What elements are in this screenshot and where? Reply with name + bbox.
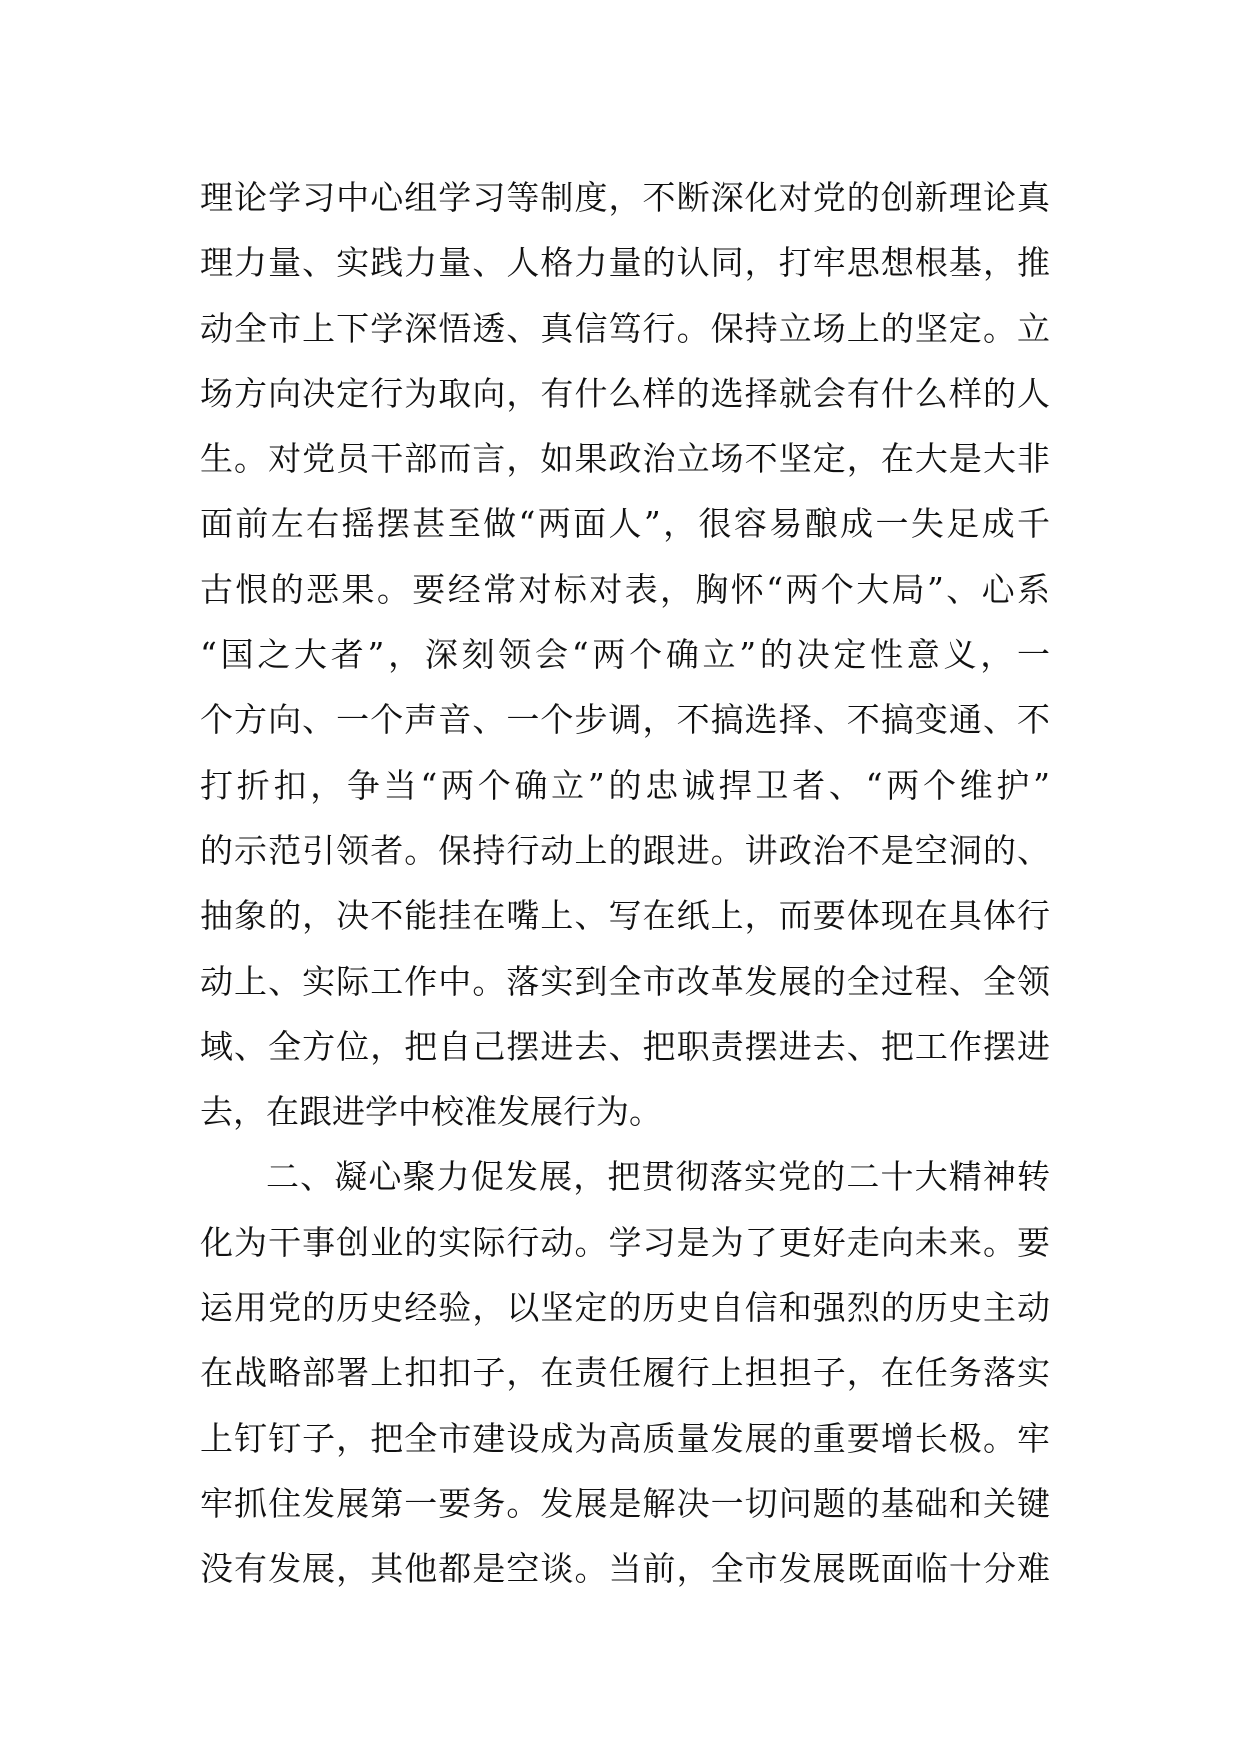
text-line: 二、凝心聚力促发展，把贯彻落实党的二十大精神转 [266,1157,1050,1197]
text-line: 域、全方位，把自己摆进去、把职责摆进去、把工作摆进 [200,1026,1050,1066]
text-line: 理论学习中心组学习等制度，不断深化对党的创新理论真 [200,178,1050,217]
text-line: 上钉钉子，把全市建设成为高质量发展的重要增长极。牢 [200,1418,1050,1458]
text-line: 动全市上下学深悟透、真信笃行。保持立场上的坚定。立 [200,308,1050,348]
text-line: 动上、实际工作中。落实到全市改革发展的全过程、全领 [200,961,1050,1001]
text-line: 个方向、一个声音、一个步调，不搞选择、不搞变通、不 [200,700,1050,740]
text-line: 牢抓住发展第一要务。发展是解决一切问题的基础和关键 [200,1483,1050,1523]
text-line: 面前左右摇摆甚至做“两面人”，很容易酿成一失足成千 [200,504,1050,544]
document-body [200,165,1050,1602]
text-line: 理力量、实践力量、人格力量的认同，打牢思想根基，推 [200,243,1050,283]
text-line: 打折扣，争当“两个确立”的忠诚捍卫者、“两个维护” [200,765,1050,805]
text-line: 运用党的历史经验，以坚定的历史自信和强烈的历史主动 [200,1288,1050,1328]
text-line: 古恨的恶果。要经常对标对表，胸怀“两个大局”、心系 [200,569,1050,609]
text-line: 的示范引领者。保持行动上的跟进。讲政治不是空洞的、 [200,830,1050,870]
text-line: “国之大者”，深刻领会“两个确立”的决定性意义，一 [200,635,1050,675]
text-line: 生。对党员干部而言，如果政治立场不坚定，在大是大非 [200,439,1050,479]
paragraph-1 [200,165,1050,1144]
text-line: 没有发展，其他都是空谈。当前，全市发展既面临十分难 [200,1549,1050,1589]
paragraph-2 [200,1144,1050,1601]
text-line: 抽象的，决不能挂在嘴上、写在纸上，而要体现在具体行 [200,896,1050,936]
text-line: 在战略部署上扣扣子，在责任履行上担担子，在任务落实 [200,1353,1050,1393]
text-line: 去，在跟进学中校准发展行为。 [200,1092,662,1132]
text-line: 场方向决定行为取向，有什么样的选择就会有什么样的人 [200,373,1050,413]
text-line: 化为干事创业的实际行动。学习是为了更好走向未来。要 [200,1222,1050,1262]
